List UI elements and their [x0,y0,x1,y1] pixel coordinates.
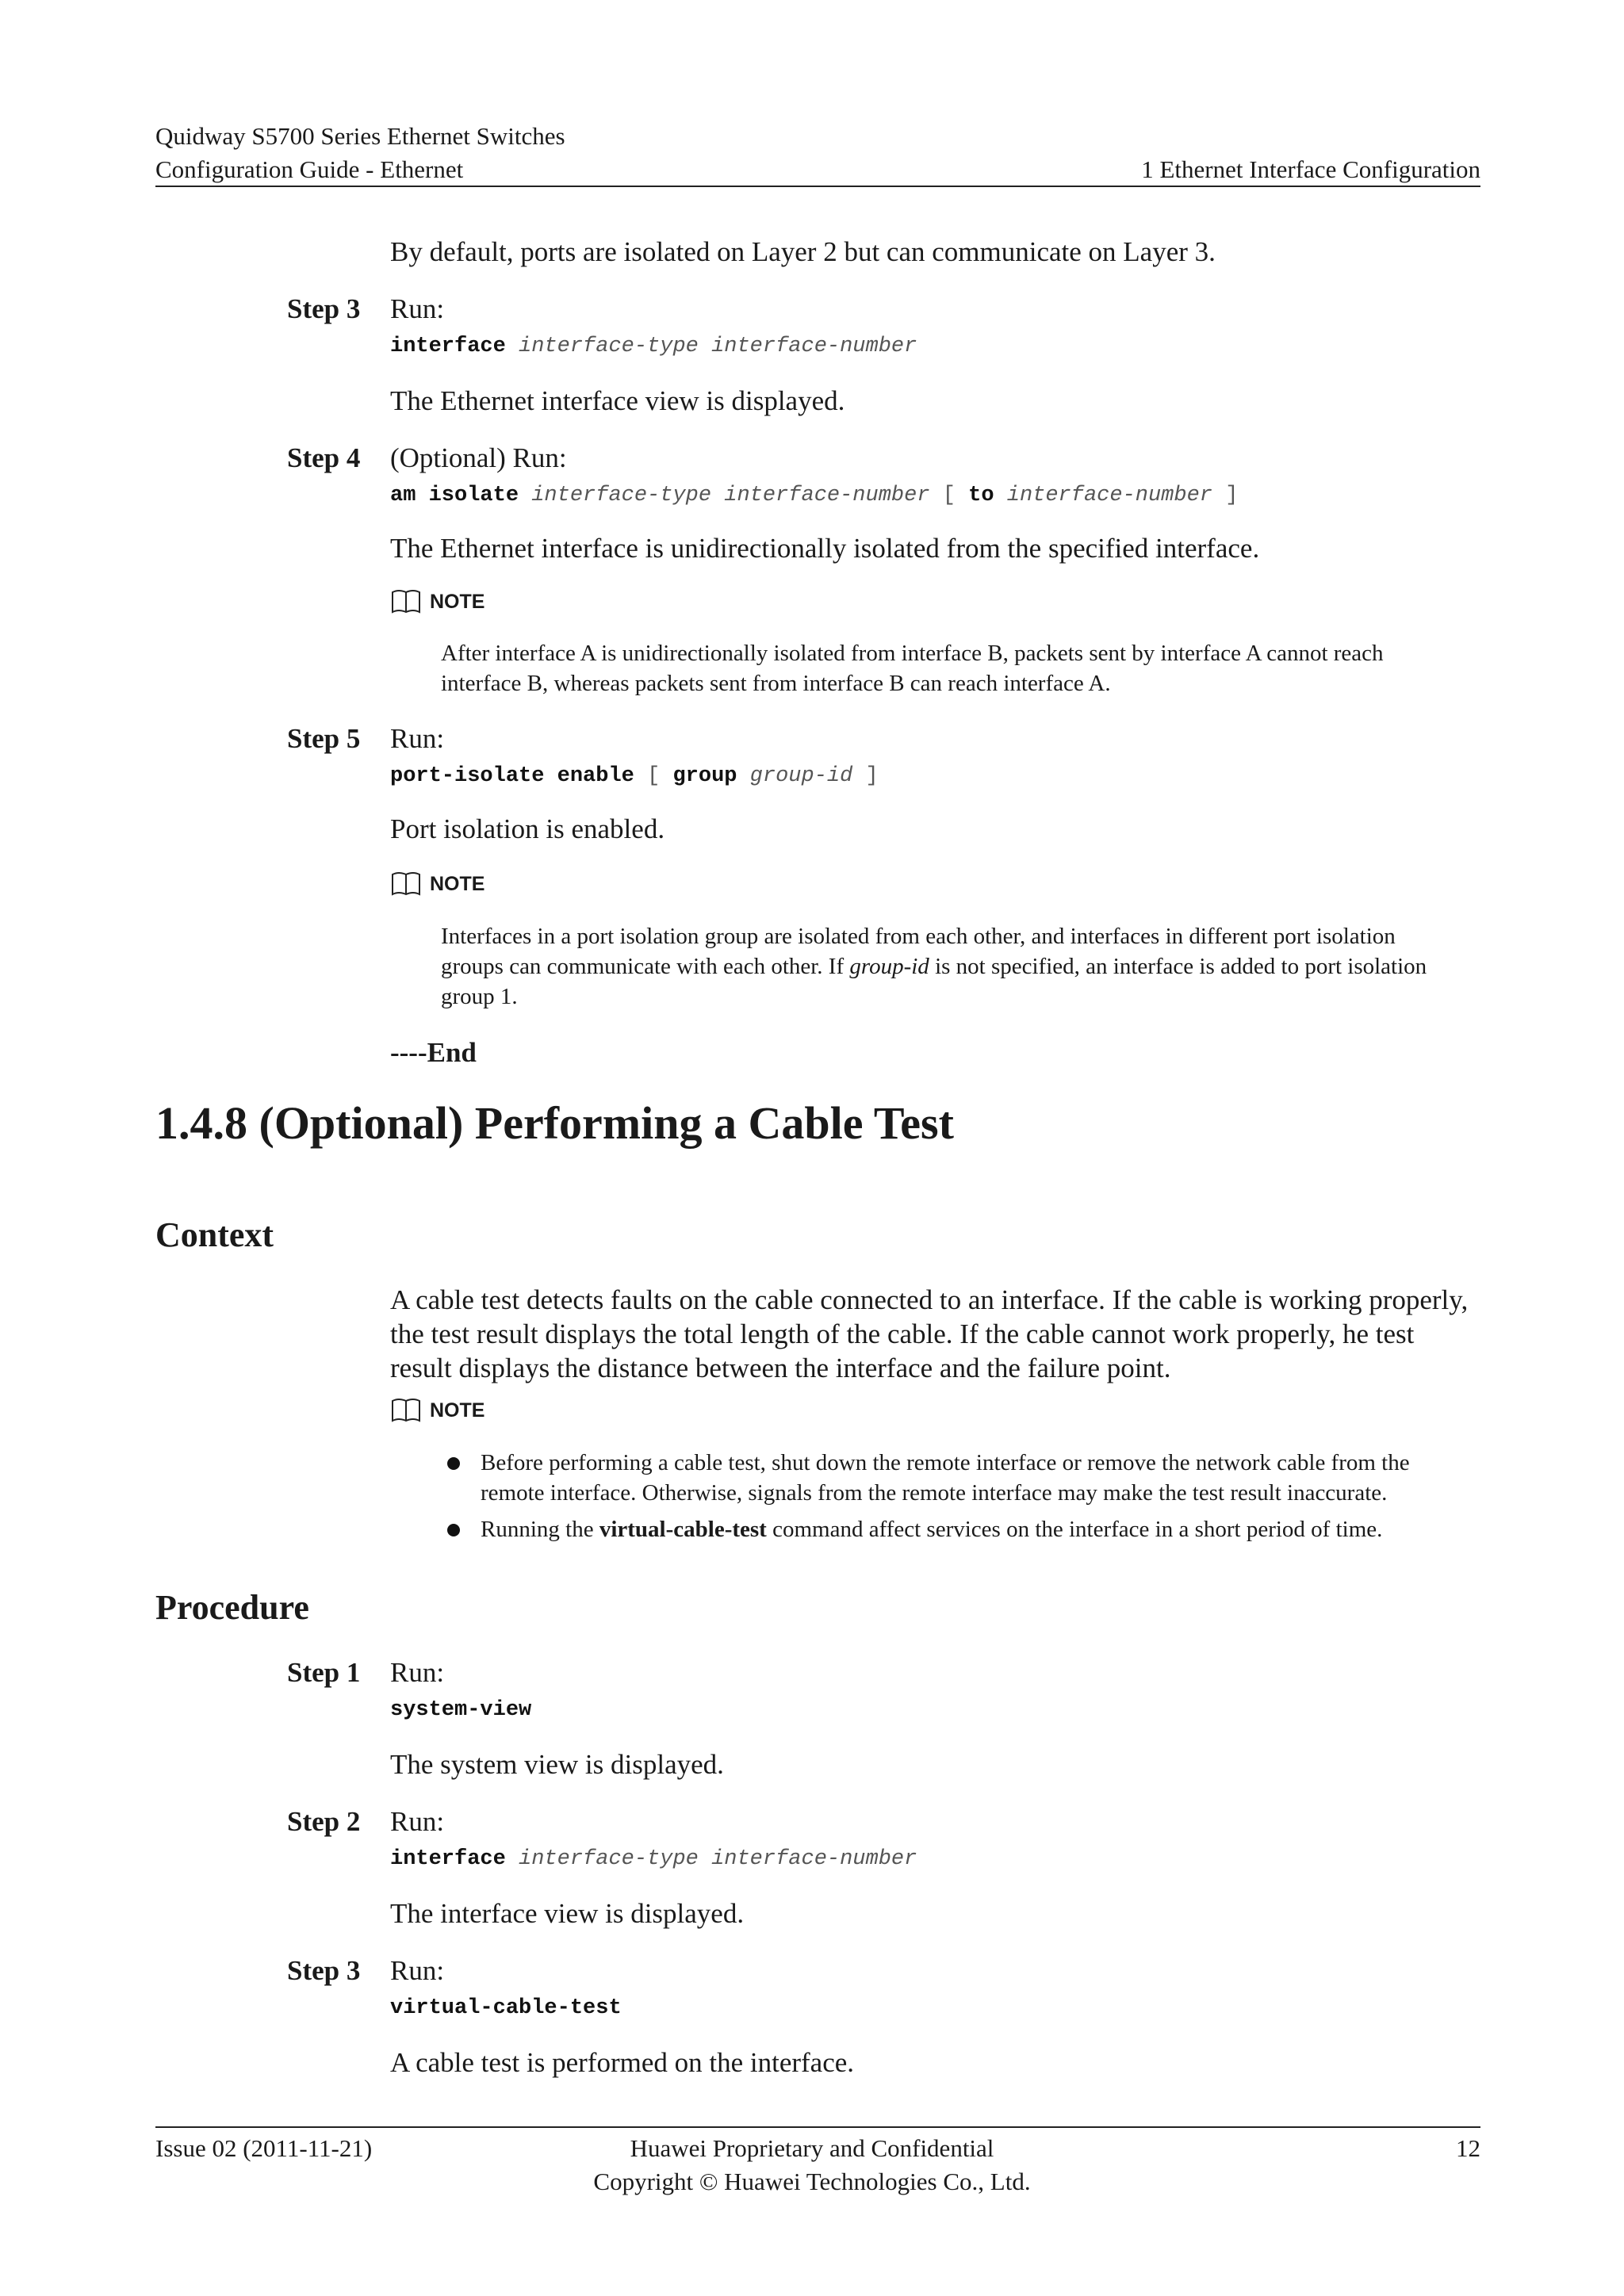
footer-proprietary: Huawei Proprietary and Confidential [630,2134,994,2162]
book-icon [390,1397,422,1424]
cmd-bracket: ] [1225,484,1239,507]
cmd-param: interface-number [1006,484,1212,507]
step-label: Step 4 [287,442,361,473]
note-param: group-id [849,954,929,979]
cmd-bracket: [ [647,764,661,788]
bullet-text: Before performing a cable test, shut down the remote interface or remove the network cable from the [481,1450,1410,1475]
command-line [390,1995,622,2022]
note-text: Interfaces in a port isolation group are isolated from each other, and interfaces in different port isolation [441,924,1396,949]
note-label: NOTE [430,872,485,895]
context-heading: Context [155,1215,274,1254]
note-text-part: groups can communicate with each other. If [441,954,850,979]
step-label: Step 3 [287,1955,361,1986]
step-run: (Optional) Run: [390,442,567,473]
cmd-bracket: ] [865,764,879,788]
cmd-param: group-id [749,764,853,788]
section-title: 1.4.8 (Optional) Performing a Cable Test [155,1097,954,1149]
footer-copyright: Copyright © Huawei Technologies Co., Ltd. [593,2168,1031,2195]
cmd-param: interface-type interface-number [519,335,917,358]
command-line [390,1846,917,1873]
bullet-command: virtual-cable-test [599,1517,767,1542]
cmd-keyword: system-view [390,1698,532,1722]
bullet-icon [447,1457,460,1470]
bullet-text-part: command affect services on the interface in a short period of time. [766,1517,1383,1542]
cmd-param: interface-type interface-number [531,484,930,507]
step-run: Run: [390,1806,445,1837]
command-line [390,763,879,790]
cmd-keyword: interface [390,335,506,358]
step-run: Run: [390,723,445,754]
header-product: Quidway S5700 Series Ethernet Switches [155,122,565,150]
step-label: Step 3 [287,293,361,324]
book-icon [390,871,422,897]
step-run: Run: [390,293,445,324]
cmd-bracket: [ [942,484,956,507]
command-line [390,333,917,360]
step-run: Run: [390,1955,445,1986]
command-line [390,1697,531,1724]
note-header [390,871,485,897]
note-text: group 1. [441,984,518,1009]
step-result: The interface view is displayed. [390,1898,745,1929]
procedure-heading: Procedure [155,1588,309,1627]
cmd-keyword: am isolate [390,484,519,507]
footer-issue: Issue 02 (2011-11-21) [155,2134,373,2162]
page-number: 12 [1456,2134,1480,2162]
cmd-keyword: interface [390,1847,506,1871]
step-label: Step 2 [287,1806,361,1837]
note-label: NOTE [430,590,485,613]
note-text: After interface A is unidirectionally isolated from interface B, packets sent by interface A cannot reach [441,641,1384,666]
step-result: The Ethernet interface is unidirectionally isolated from the specified interface. [390,533,1260,564]
header-guide: Configuration Guide - Ethernet [155,155,464,183]
end-marker: ----End [390,1037,477,1068]
bullet-text: remote interface. Otherwise, signals from the remote interface may make the test result inaccurate. [481,1480,1388,1506]
note-header [390,588,485,615]
bullet-text [481,1514,1382,1544]
note-header [390,1397,485,1424]
note-label: NOTE [430,1399,485,1422]
intro-paragraph: By default, ports are isolated on Layer 2 but can communicate on Layer 3. [390,236,1216,267]
book-icon [390,588,422,615]
step-result: The system view is displayed. [390,1749,724,1780]
context-paragraph: result displays the distance between the interface and the failure point. [390,1353,1171,1383]
step-label: Step 1 [287,1657,361,1688]
step-result: A cable test is performed on the interface. [390,2047,855,2078]
context-paragraph: A cable test detects faults on the cable connected to an interface. If the cable is working properly, [390,1284,1469,1315]
step-label: Step 5 [287,723,361,754]
cmd-param: interface-type interface-number [519,1847,917,1871]
context-paragraph: the test result displays the total length of the cable. If the cable cannot work properly, he test [390,1318,1415,1349]
command-line [390,482,1238,509]
step-result: The Ethernet interface view is displayed. [390,385,845,416]
cmd-keyword: virtual-cable-test [390,1996,622,2020]
step-result: Port isolation is enabled. [390,813,665,844]
note-text: interface B, whereas packets sent from interface B can reach interface A. [441,671,1111,696]
note-text [441,951,1427,982]
footer-rule [155,2126,1480,2128]
cmd-keyword: port-isolate enable [390,764,634,788]
step-run: Run: [390,1657,445,1688]
bullet-icon [447,1524,460,1536]
cmd-keyword: group [672,764,737,788]
bullet-text-part: Running the [481,1517,599,1542]
header-rule [155,186,1480,187]
header-chapter: 1 Ethernet Interface Configuration [1141,155,1480,183]
cmd-keyword: to [968,484,994,507]
note-text-part: is not specified, an interface is added to port isolation [929,954,1427,979]
